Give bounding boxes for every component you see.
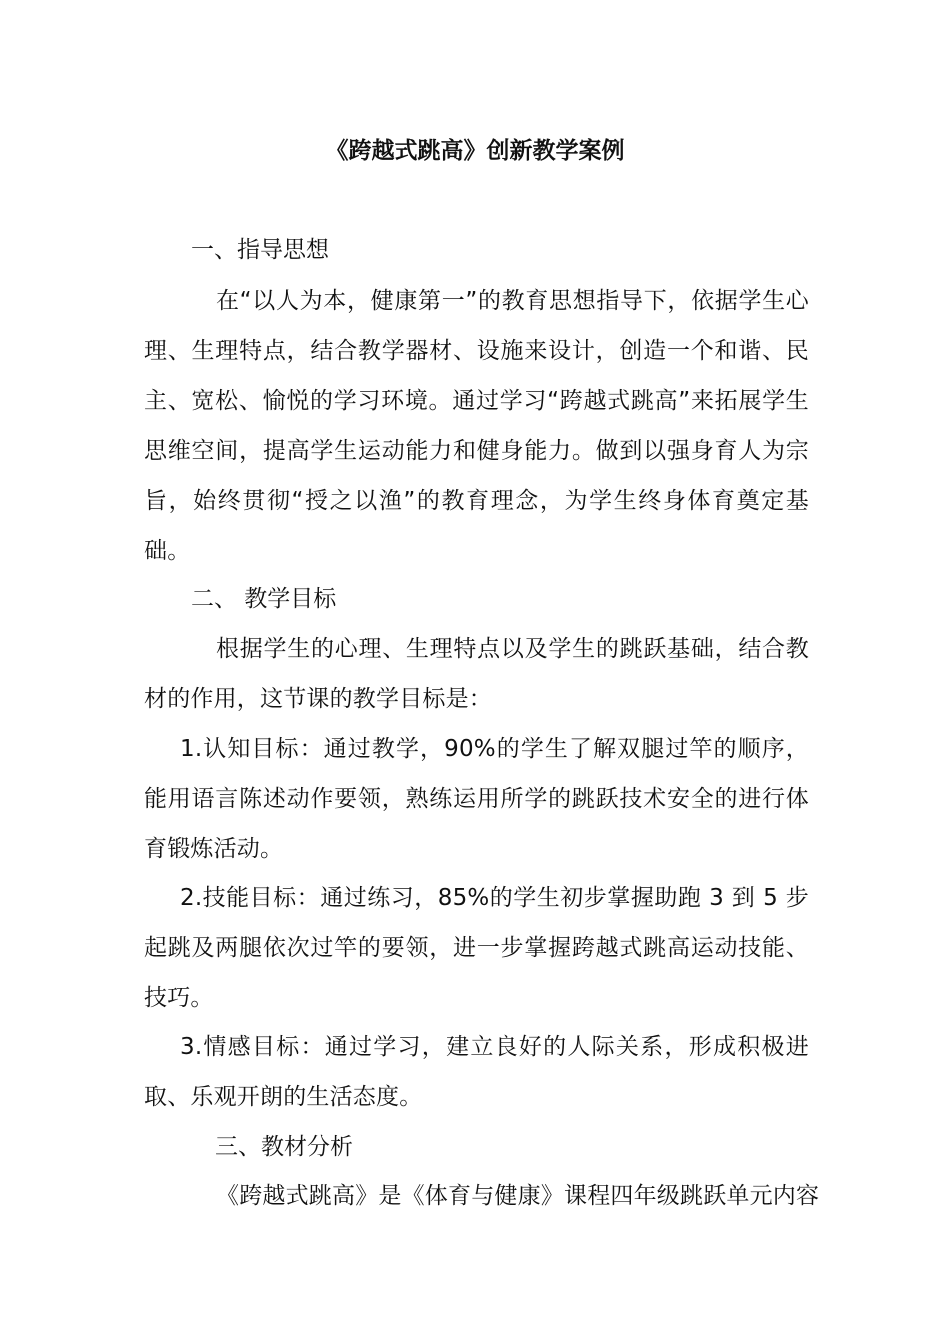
paragraph-cognitive-goal: 1.认知目标：通过教学，90%的学生了解双腿过竿的顺序，能用语言陈述动作要领，熟练运用所学的跳跃技术安全的进行体育锻炼活动。 bbox=[144, 736, 809, 862]
section-heading-guiding-ideology: 一、指导思想 bbox=[191, 237, 329, 263]
section-heading-teaching-goals: 二、 教学目标 bbox=[191, 586, 337, 612]
paragraph-material-analysis: 《跨越式跳高》是《体育与健康》课程四年级跳跃单元内容 bbox=[216, 1183, 820, 1209]
section-heading-material-analysis: 三、教材分析 bbox=[215, 1134, 353, 1160]
paragraph-guiding-ideology: 在“以人为本，健康第一”的教育思想指导下，依据学生心理、生理特点，结合教学器材、设施来设计，创造一个和谐、民主、宽松、愉悦的学习环境。通过学习“跨越式跳高”来拓展学生思维空间，提高学生运动能力和健身能力。做到以强身育人为宗旨，始终贯彻“授之以渔”的教育理念，为学生终身体育奠定基础。 bbox=[144, 288, 809, 564]
paragraph-skill-goal: 2.技能目标：通过练习，85%的学生初步掌握助跑 3 到 5 步起跳及两腿依次过竿的要领，进一步掌握跨越式跳高运动技能、技巧。 bbox=[144, 885, 809, 1011]
paragraph-teaching-goals-intro: 根据学生的心理、生理特点以及学生的跳跃基础，结合教材的作用，这节课的教学目标是： bbox=[144, 636, 809, 712]
paragraph-emotional-goal: 3.情感目标：通过学习，建立良好的人际关系，形成积极进取、乐观开朗的生活态度。 bbox=[144, 1034, 809, 1110]
document-title: 《跨越式跳高》创新教学案例 bbox=[325, 138, 625, 164]
